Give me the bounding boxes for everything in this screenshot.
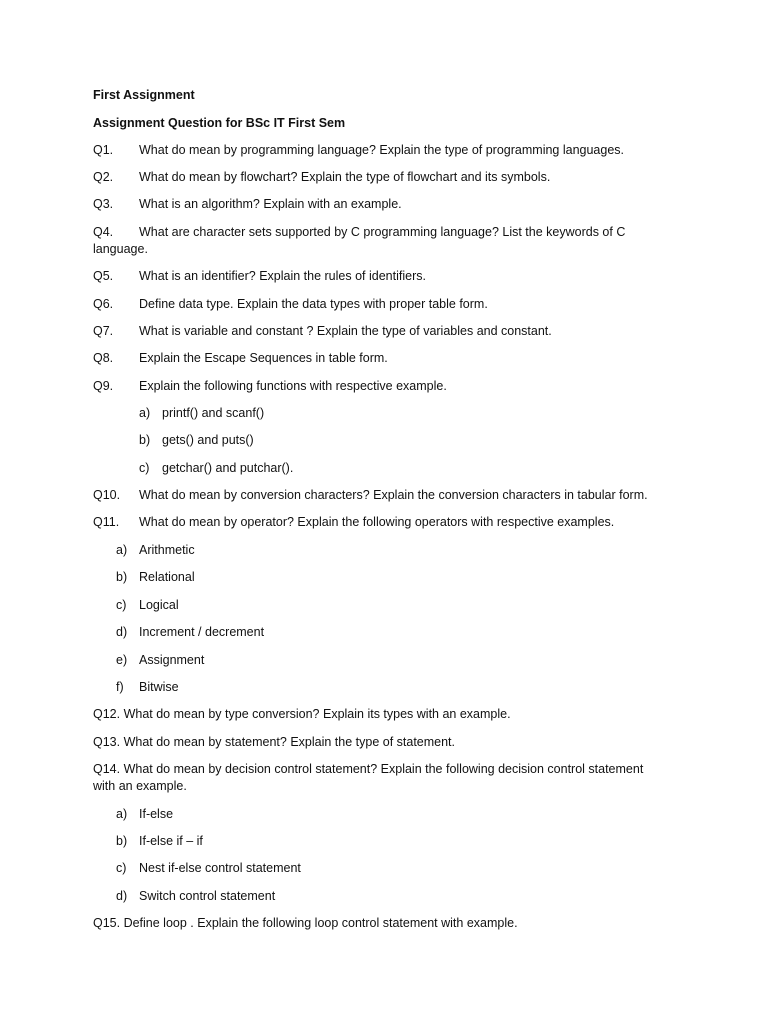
question-q11 <box>93 514 683 531</box>
list-item <box>116 652 204 669</box>
question-text: What is an identifier? Explain the rules of identifiers. <box>139 269 426 283</box>
question-text: What do mean by conversion characters? Explain the conversion characters in tabular form. <box>139 488 648 502</box>
list-marker: a) <box>139 406 151 420</box>
question-number: Q8. <box>93 351 114 365</box>
list-item-text: If-else <box>139 807 174 821</box>
list-item-text: gets() and puts() <box>162 433 254 447</box>
question-q10 <box>93 487 683 504</box>
question-number: Q6. <box>93 297 114 311</box>
question-text: What do mean by flowchart? Explain the type of flowchart and its symbols. <box>139 170 551 184</box>
list-item <box>116 679 179 696</box>
list-marker: c) <box>116 598 127 612</box>
list-item <box>116 833 203 850</box>
question-q4 <box>93 224 683 241</box>
list-item <box>116 888 275 905</box>
list-marker: b) <box>139 433 151 447</box>
question-number: Q2. <box>93 170 114 184</box>
question-q9 <box>93 378 683 395</box>
question-text: Define data type. Explain the data types with proper table form. <box>139 297 488 311</box>
list-marker: b) <box>116 834 128 848</box>
question-q15: Q15. Define loop . Explain the following loop control statement with example. <box>93 916 518 930</box>
list-item-text: printf() and scanf() <box>162 406 265 420</box>
question-q2 <box>93 169 683 186</box>
question-q1 <box>93 142 683 159</box>
question-q12: Q12. What do mean by type conversion? Explain its types with an example. <box>93 707 511 721</box>
list-item-text: Arithmetic <box>139 543 195 557</box>
list-marker: c) <box>139 461 150 475</box>
question-q8 <box>93 350 683 367</box>
question-number: Q3. <box>93 197 114 211</box>
document-title: First Assignment <box>93 88 195 102</box>
question-number: Q9. <box>93 379 114 393</box>
question-q13: Q13. What do mean by statement? Explain the type of statement. <box>93 735 456 749</box>
list-item <box>116 806 173 823</box>
question-q14: Q14. What do mean by decision control statement? Explain the following decision control statement <box>93 762 644 776</box>
question-number: Q4. <box>93 225 114 239</box>
list-item-text: Relational <box>139 570 195 584</box>
list-item-text: Nest if-else control statement <box>139 861 301 875</box>
question-text: What do mean by operator? Explain the following operators with respective examples. <box>139 515 615 529</box>
list-item-text: Increment / decrement <box>139 625 265 639</box>
list-item <box>116 597 179 614</box>
list-marker: a) <box>116 543 128 557</box>
list-item <box>139 432 254 449</box>
document-subtitle: Assignment Question for BSc IT First Sem <box>93 116 346 130</box>
list-marker: d) <box>116 889 128 903</box>
list-item <box>116 542 195 559</box>
list-marker: c) <box>116 861 127 875</box>
question-number: Q10. <box>93 488 121 502</box>
list-marker: b) <box>116 570 128 584</box>
list-item-text: getchar() and putchar(). <box>162 461 294 475</box>
list-marker: e) <box>116 653 128 667</box>
list-item-text: Switch control statement <box>139 889 276 903</box>
list-item-text: Logical <box>139 598 179 612</box>
list-item <box>116 860 301 877</box>
question-text: Explain the Escape Sequences in table form. <box>139 351 388 365</box>
list-marker: f) <box>116 680 124 694</box>
list-item-text: Assignment <box>139 653 205 667</box>
list-marker: a) <box>116 807 128 821</box>
question-q4-continuation: language. <box>93 242 148 256</box>
question-number: Q7. <box>93 324 114 338</box>
question-text: What is variable and constant ? Explain the type of variables and constant. <box>139 324 552 338</box>
question-q5 <box>93 268 683 285</box>
question-number: Q11. <box>93 515 120 529</box>
question-text: What is an algorithm? Explain with an example. <box>139 197 402 211</box>
list-item <box>139 405 264 422</box>
question-text: What do mean by programming language? Explain the type of programming languages. <box>139 143 625 157</box>
question-q3 <box>93 196 683 213</box>
list-item-text: Bitwise <box>139 680 179 694</box>
question-text: What are character sets supported by C programming language? List the keywords of C <box>139 225 626 239</box>
question-number: Q1. <box>93 143 114 157</box>
list-item <box>116 569 195 586</box>
list-item-text: If-else if – if <box>139 834 203 848</box>
list-marker: d) <box>116 625 128 639</box>
question-q7 <box>93 323 683 340</box>
question-number: Q5. <box>93 269 114 283</box>
question-q14-continuation: with an example. <box>93 779 187 793</box>
question-text: Explain the following functions with respective example. <box>139 379 447 393</box>
list-item <box>139 460 293 477</box>
list-item <box>116 624 264 641</box>
question-q6 <box>93 296 683 313</box>
